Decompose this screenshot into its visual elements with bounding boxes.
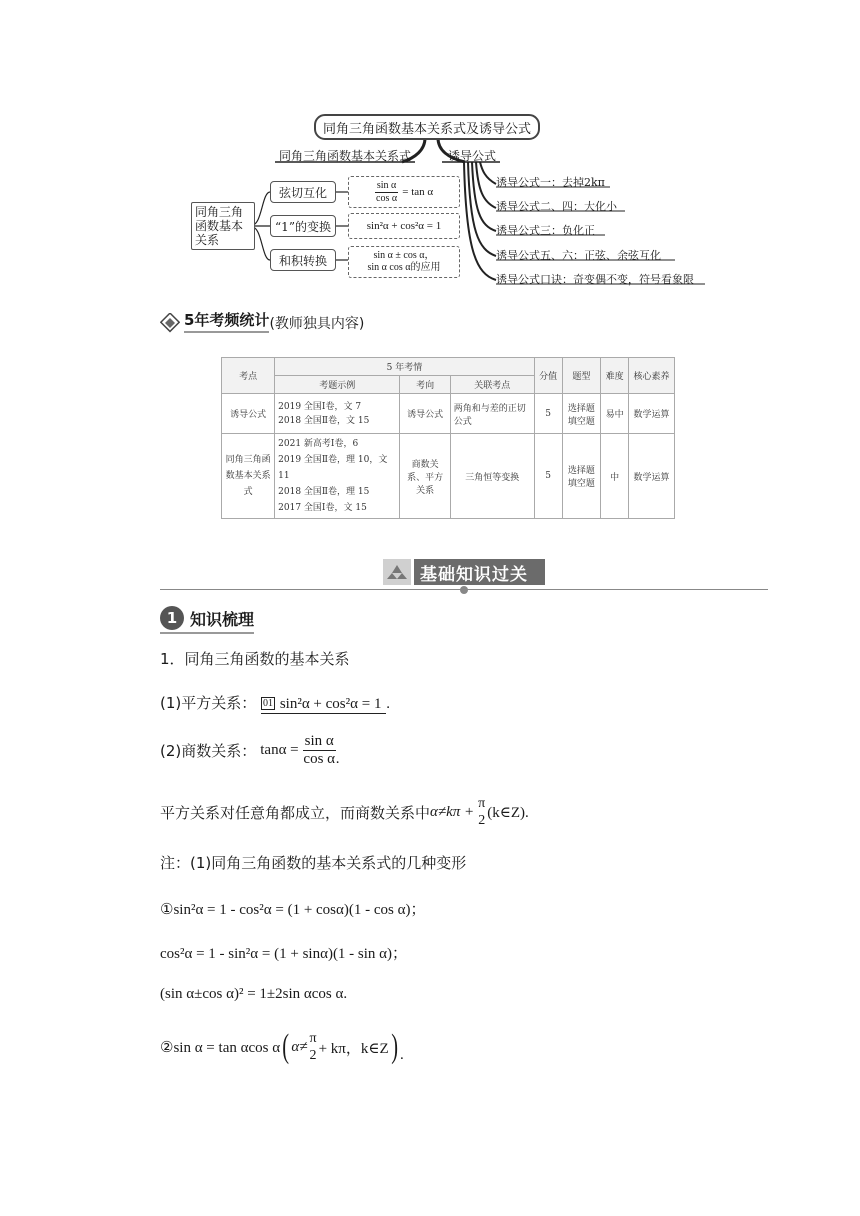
mindmap-node-one: “1”的变换 xyxy=(270,215,336,237)
induction-item: 诱导公式三：负化正 xyxy=(496,224,595,237)
col-direction: 考向 xyxy=(400,376,450,394)
col-5yr: 5 年考情 xyxy=(275,358,535,376)
stats-table xyxy=(221,357,675,519)
mindmap-right-branch: 诱导公式 xyxy=(448,149,497,163)
banner xyxy=(383,559,545,585)
col-topic: 考点 xyxy=(222,358,275,394)
section-badge: 1 xyxy=(160,606,184,630)
stats-heading: 5年考频统计 (教师独具内容) xyxy=(160,313,364,333)
answer-marker: 01 xyxy=(263,698,274,709)
mindmap-left-branch: 同角三角函数基本关系式 xyxy=(279,149,412,163)
induction-item: 诱导公式一：去掉2kπ xyxy=(496,176,605,189)
table-row: 诱导公式 2019 全国Ⅰ卷，文 7 2018 全国Ⅱ卷，文 15 诱导公式 两角和与差的正切公式 5 选择题填空题 易中 数学运算 xyxy=(222,394,675,434)
triangles-icon xyxy=(383,559,414,585)
banner-dot xyxy=(460,586,468,594)
col-example: 考题示例 xyxy=(275,376,400,394)
formula-3: (sin α±cos α)² = 1±2sin αcos α. xyxy=(160,986,348,1002)
mindmap-detail-quotient: $\frac{\text{sin α}}{\text{cos α}}$ = tan α xyxy=(348,176,460,208)
table-row: 同角三角函数基本关系式 2021 新高考Ⅰ卷，6 2019 全国Ⅱ卷，理 10，文 11 2018 全国Ⅱ卷，理 15 2017 全国Ⅰ卷，文 15 商数关系、平方关系 三角恒等变换 5 选择题填空题 中 数学运算 xyxy=(222,434,675,519)
paragraph-square: (1)平方关系： 01 sin²α + cos²α = 1 . xyxy=(160,694,390,712)
mindmap-detail-square: sin²α + cos²α = 1 xyxy=(348,213,460,239)
paragraph-condition: 平方关系对任意角都成立，而商数关系中 α≠kπ + π 2 (k∈Z). xyxy=(160,796,529,828)
col-related: 关联考点 xyxy=(450,376,534,394)
note-heading: 注：(1)同角三角函数的基本关系式的几种变形 xyxy=(160,854,467,872)
fraction-pi-half: π 2 xyxy=(478,796,486,828)
col-type: 题型 xyxy=(562,358,601,394)
paragraph-quotient: (2)商数关系： tanα = $\frac{\text{sin α}}{\text{cos α}}$ . xyxy=(160,733,340,767)
diamond-icon xyxy=(160,313,180,333)
mindmap-title: 同角三角函数基本关系式及诱导公式 xyxy=(314,114,540,140)
section-heading xyxy=(160,606,254,634)
formula-1: ①sin²α = 1 - cos²α = (1 + cosα)(1 - cos α)； xyxy=(160,902,426,918)
mindmap-root: 同角三角函数基本关系 xyxy=(191,202,255,250)
heading-basic-relations: 1．同角三角函数的基本关系 xyxy=(160,650,350,668)
induction-item: 诱导公式五、六：正弦、余弦互化 xyxy=(496,249,661,262)
fraction-quotient: $\frac{\text{sin α}}{\text{cos α}}$ xyxy=(303,733,336,767)
banner-title: 基础知识过关 xyxy=(420,564,528,585)
formula-2: cos²α = 1 - sin²α = (1 + sinα)(1 - sin α)； xyxy=(160,946,408,962)
section-title: 知识梳理 xyxy=(190,609,255,629)
mindmap-detail-sumproduct: sin α ± cos α， sin α cos α的应用 xyxy=(348,246,460,278)
formula-4: ②sin α = tan αcos α ( α≠ π 2 + kπ，k∈Z ) . xyxy=(160,1028,404,1065)
formula-square: sin²α + cos²α = 1 xyxy=(279,696,382,712)
fraction-pi-half-2: π 2 xyxy=(309,1031,317,1063)
col-score: 分值 xyxy=(534,358,562,394)
mindmap-node-sumproduct: 和积转换 xyxy=(270,249,336,271)
col-difficulty: 难度 xyxy=(601,358,629,394)
mindmap-node-conversion: 弦切互化 xyxy=(270,181,336,203)
col-literacy: 核心素养 xyxy=(629,358,675,394)
induction-item: 诱导公式口诀：奇变偶不变，符号看象限 xyxy=(496,273,694,286)
induction-item: 诱导公式二、四：大化小 xyxy=(496,200,617,213)
